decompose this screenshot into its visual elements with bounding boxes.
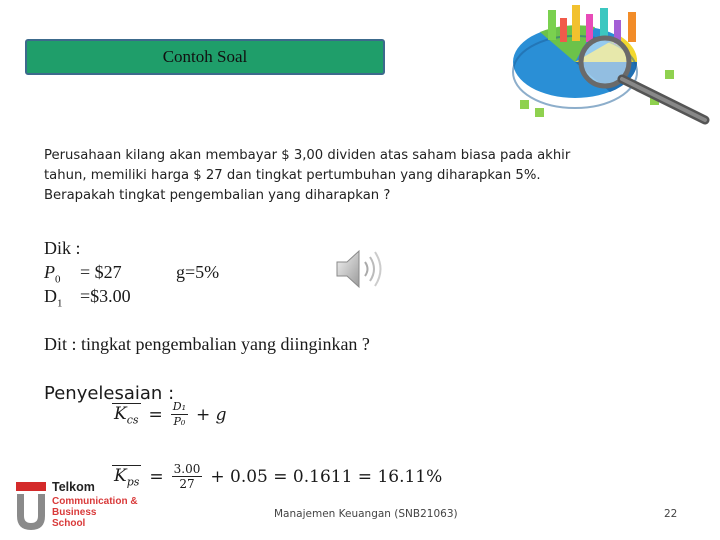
problem-line: tahun, memiliki harga $ 27 dan tingkat pertumbuhan yang diharapkan 5%. — [44, 168, 541, 183]
fraction-numerator: D₁ — [172, 400, 186, 413]
problem-line: Berapakah tingkat pengembalian yang diharapkan ? — [44, 188, 391, 203]
p0-variable: $P_0$ — [44, 262, 61, 286]
formula-kcs — [112, 400, 227, 429]
logo-line: School — [52, 518, 86, 529]
page-number: 22 — [664, 508, 678, 520]
fraction-denominator: 27 — [179, 477, 195, 491]
logo-line: Business — [52, 507, 97, 518]
p0-value: = $27 — [80, 262, 122, 282]
slide-title-box — [25, 39, 385, 75]
numeric-fraction — [172, 462, 203, 491]
chart-magnifier-illustration — [500, 0, 715, 128]
kcs-symbol: $K_{cs}$ — [114, 403, 139, 427]
telkom-logo — [14, 480, 164, 536]
kps-symbol: $K_{ps}$ — [114, 465, 140, 489]
dit-question: Dit : tingkat pengembalian yang diinginkan ? — [44, 334, 370, 354]
equals-sign: = — [149, 466, 164, 487]
equals-sign: = — [148, 404, 163, 425]
telkom-logo-mark-icon — [14, 480, 48, 532]
footer-course: Manajemen Keuangan (SNB21063) — [274, 508, 458, 520]
plus-growth: + g — [196, 404, 227, 425]
dividend-over-price-fraction — [171, 400, 188, 429]
speaker-icon[interactable] — [333, 246, 385, 292]
result-expression: + 0.05 = 0.1611 = 16.11% — [210, 466, 443, 487]
logo-line: Communication & — [52, 496, 138, 507]
dik-label: Dik : — [44, 238, 81, 258]
growth-value: g=5% — [176, 262, 220, 282]
penyelesaian-label: Penyelesaian : — [44, 383, 175, 404]
logo-word: Telkom — [52, 480, 95, 494]
problem-statement — [44, 146, 654, 206]
fraction-denominator: P₀ — [173, 415, 186, 428]
problem-line: Perusahaan kilang akan membayar $ 3,00 dividen atas saham biasa pada akhir — [44, 148, 571, 163]
fraction-numerator: 3.00 — [173, 462, 201, 476]
d1-value: =$3.00 — [80, 286, 131, 306]
slide-title: Contoh Soal — [162, 47, 248, 66]
d1-variable: $D_1$ — [44, 286, 63, 310]
